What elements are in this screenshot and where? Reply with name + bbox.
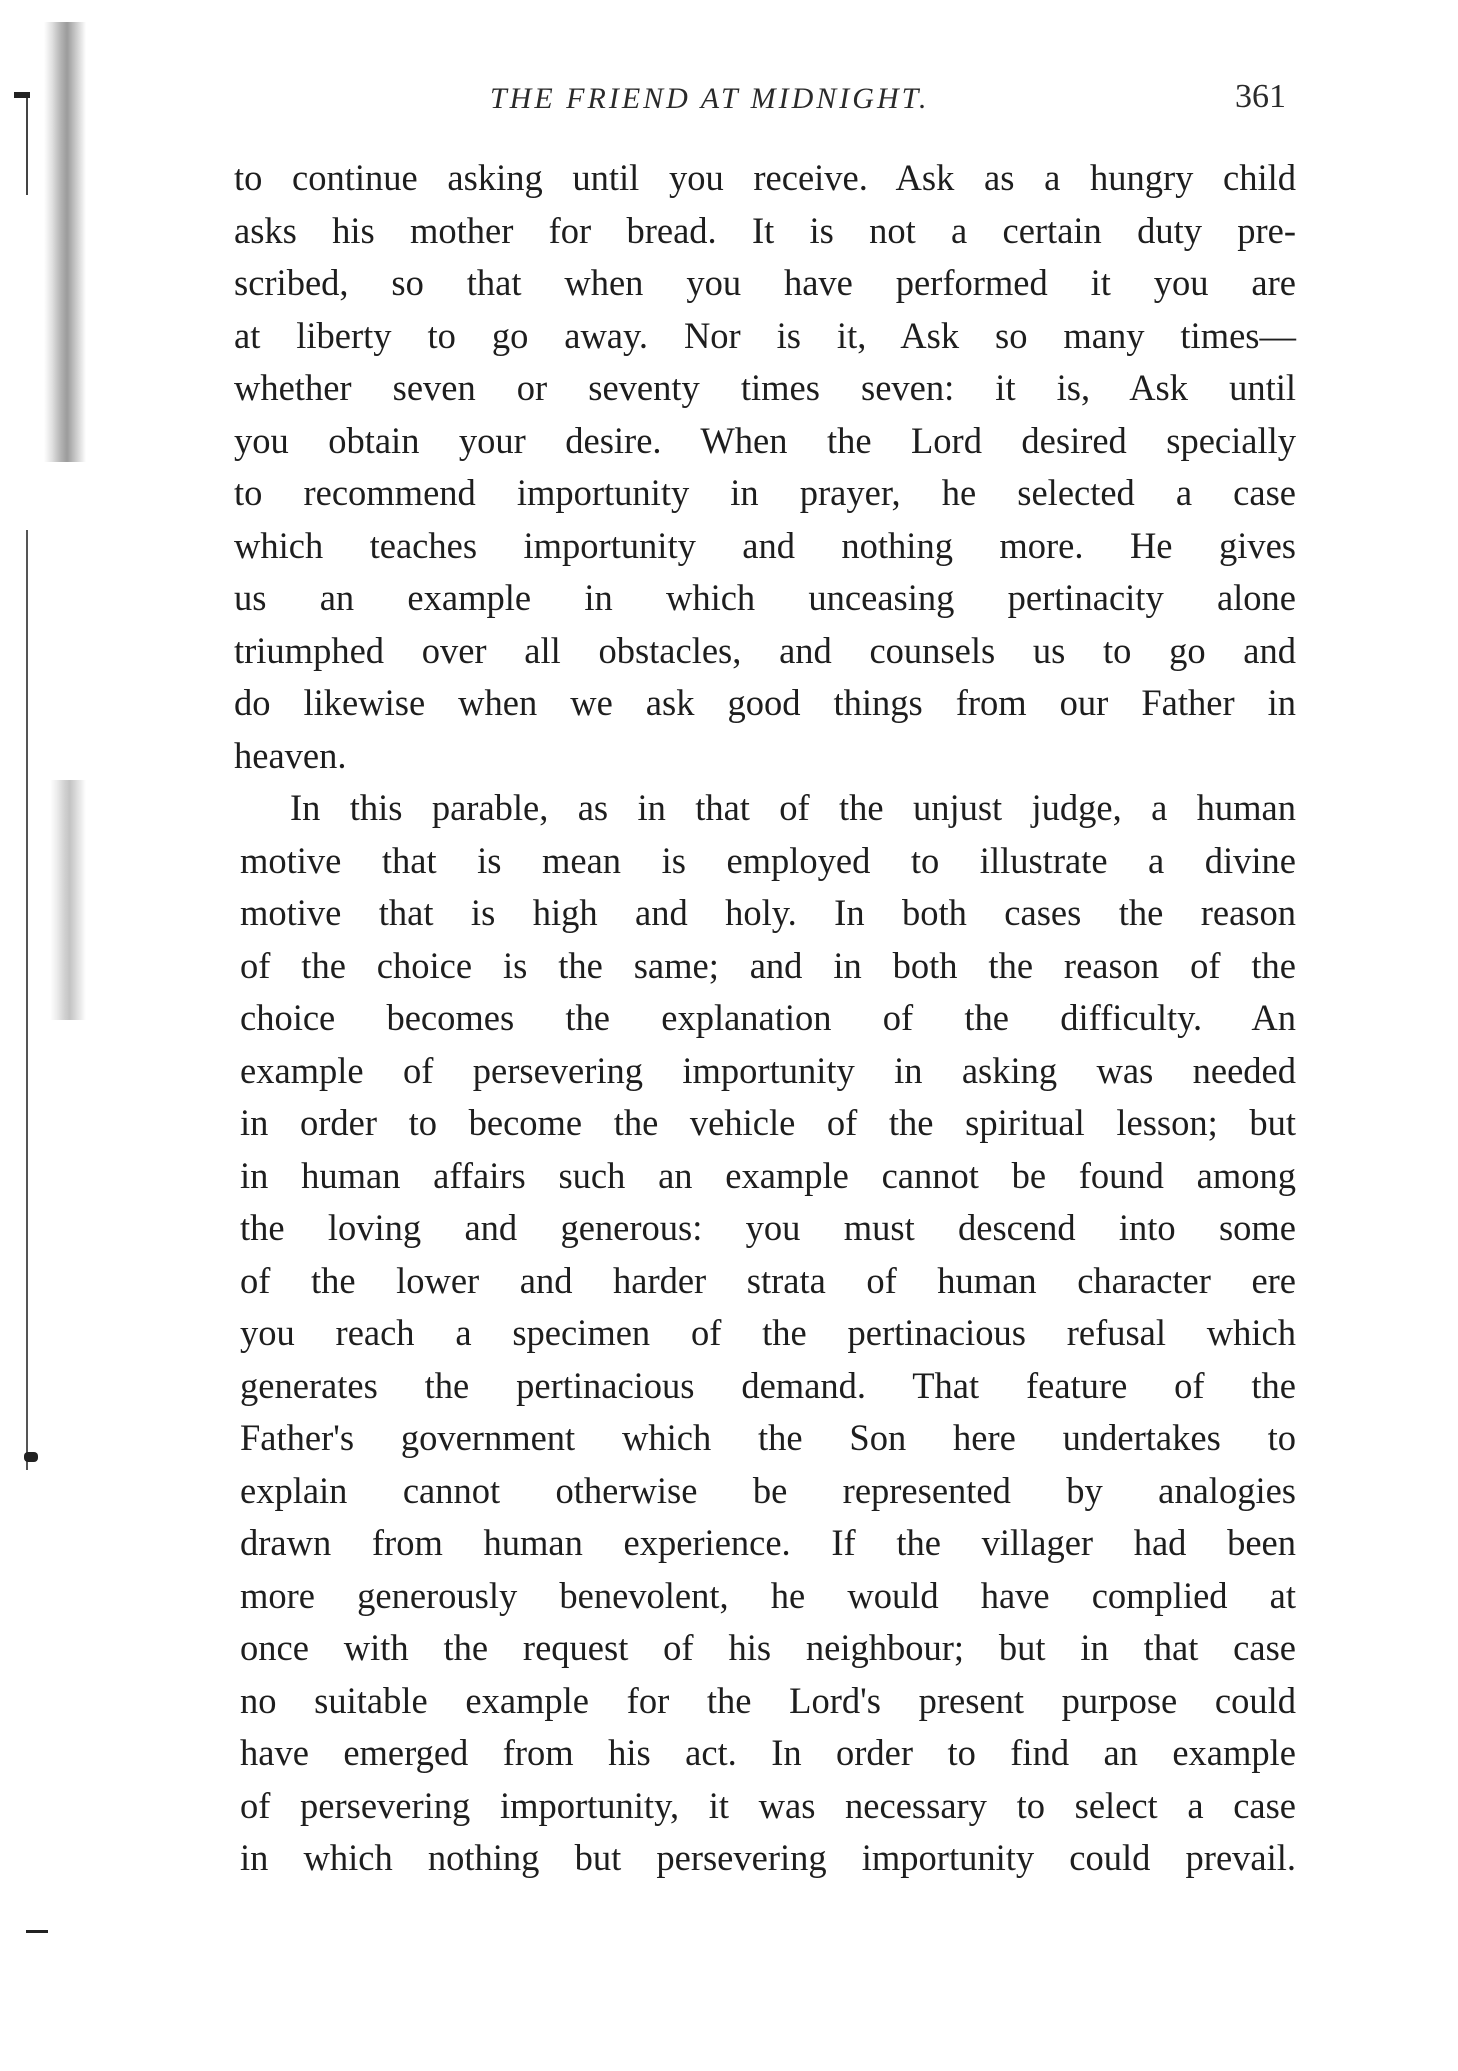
scan-gutter-line [26,95,28,195]
text-line: the loving and generous: you must descend into some [240,1207,1296,1248]
text-line: of the lower and harder strata of human character ere [240,1259,1296,1301]
text-line: once with the request of his neighbour; but in that case [240,1627,1296,1668]
scan-mark [26,1930,48,1933]
text-line: in which nothing but persevering importunity could prevail. [240,1837,1296,1878]
text-line: drawn from human experience. If the villager had been [240,1522,1296,1563]
text-line: heaven. [234,734,347,776]
text-line: us an example in which unceasing pertinacity alone [234,577,1296,618]
text-line: of persevering importunity, it was necessary to select a case [240,1784,1296,1826]
text-line: do likewise when we ask good things from our Father in [234,682,1296,723]
page-number: 361 [1235,78,1286,115]
text-line: at liberty to go away. Nor is it, Ask so many times— [234,314,1296,356]
text-line: whether seven or seventy times seven: it is, Ask until [234,367,1296,408]
text-line: asks his mother for bread. It is not a certain duty pre- [234,209,1296,251]
text-line: motive that is high and holy. In both cases the reason [240,892,1296,933]
running-head [240,78,1290,132]
text-line: have emerged from his act. In order to find an example [240,1732,1296,1773]
text-line: choice becomes the explanation of the difficulty. An [240,997,1296,1038]
text-line: which teaches importunity and nothing more. He gives [234,524,1296,566]
text-line: motive that is mean is employed to illustrate a divine [240,839,1296,881]
text-line: scribed, so that when you have performed it you are [234,262,1296,303]
scan-gutter-line-long [26,530,28,1470]
text-line: in human affairs such an example cannot be found among [240,1154,1296,1196]
scan-gutter-shadow-lower [50,780,86,1020]
running-title: THE FRIEND AT MIDNIGHT. [490,82,930,115]
text-line: you reach a specimen of the pertinacious refusal which [240,1312,1296,1353]
body-text [234,152,1296,1885]
text-line: triumphed over all obstacles, and counsels us to go and [234,629,1296,671]
text-line: of the choice is the same; and in both the reason of the [240,944,1296,986]
text-line: example of persevering importunity in asking was needed [240,1049,1296,1091]
text-line: no suitable example for the Lord's present purpose could [240,1679,1296,1721]
text-line: to continue asking until you receive. Ask as a hungry child [234,157,1296,198]
text-line: explain cannot otherwise be represented by analogies [240,1469,1296,1511]
text-line: Father's government which the Son here undertakes to [240,1417,1296,1458]
scan-mark [14,92,30,98]
text-line: you obtain your desire. When the Lord desired specially [234,419,1296,461]
scan-mark [24,1452,38,1462]
text-line: more generously benevolent, he would have complied at [240,1574,1296,1616]
text-line: in order to become the vehicle of the spiritual lesson; but [240,1102,1296,1143]
scan-gutter-shadow [44,22,86,462]
text-line: to recommend importunity in prayer, he selected a case [234,472,1296,513]
paragraph-start-line: In this parable, as in that of the unjust judge, a human [290,787,1296,828]
text-line: generates the pertinacious demand. That feature of the [240,1364,1296,1406]
